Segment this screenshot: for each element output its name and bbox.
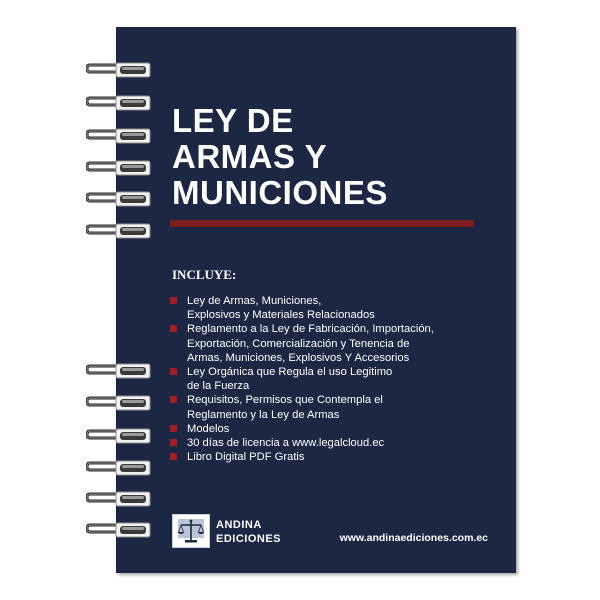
list-item (170, 450, 434, 464)
spiral-coil-icon (86, 362, 152, 380)
square-bullet-icon (170, 396, 177, 403)
title-divider (170, 220, 474, 227)
includes-heading: INCLUYE: (172, 267, 237, 282)
publisher-line: ANDINA (216, 519, 262, 531)
spiral-coil-icon (86, 427, 152, 445)
spiral-coil-icon (86, 94, 152, 112)
list-item (170, 365, 434, 393)
list-item (170, 436, 434, 450)
publisher-line: EDICIONES (216, 533, 282, 545)
scales-of-justice-icon (172, 514, 210, 548)
book-cover (116, 27, 516, 573)
list-item (170, 422, 434, 436)
spiral-coil-icon (86, 127, 152, 145)
title-line: ARMAS Y (172, 138, 328, 175)
title-line: MUNICIONES (172, 174, 388, 211)
square-bullet-icon (170, 439, 177, 446)
list-item-text: Requisitos, Permisos que Contempla el Reglamento y la Ley de Armas (187, 394, 383, 421)
spiral-coil-icon (86, 459, 152, 477)
square-bullet-icon (170, 453, 177, 460)
spiral-coil-icon (86, 61, 152, 79)
list-item-text: Libro Digital PDF Gratis (187, 451, 305, 464)
square-bullet-icon (170, 425, 177, 432)
spiral-coil-icon (86, 394, 152, 412)
spiral-coil-icon (86, 222, 152, 240)
list-item-text: Ley Orgánica que Regula el uso Legitimo de la Fuerza (187, 366, 393, 393)
book-title (172, 103, 388, 211)
spiral-coil-icon (86, 521, 152, 539)
publisher-website: www.andinaediciones.com.ec (339, 532, 488, 544)
list-item-text: 30 días de licencia a www.legalcloud.ec (187, 437, 385, 450)
list-item (170, 393, 434, 421)
publisher-name (216, 518, 281, 546)
list-item (170, 294, 434, 322)
title-line: LEY DE (172, 102, 294, 139)
contents-list (170, 294, 434, 464)
spiral-coil-icon (86, 159, 152, 177)
list-item-text: Ley de Armas, Municiones, Explosivos y Materiales Relacionados (187, 295, 375, 322)
square-bullet-icon (170, 325, 177, 332)
list-item (170, 322, 434, 365)
square-bullet-icon (170, 297, 177, 304)
list-item-text: Modelos (187, 422, 230, 435)
square-bullet-icon (170, 368, 177, 375)
spiral-coil-icon (86, 190, 152, 208)
list-item-text: Reglamento a la Ley de Fabricación, Importación, Exportación, Comercialización y Tenencia de Armas, Municiones, Explosivos Y Accesorios (187, 323, 434, 364)
spiral-coil-icon (86, 490, 152, 508)
